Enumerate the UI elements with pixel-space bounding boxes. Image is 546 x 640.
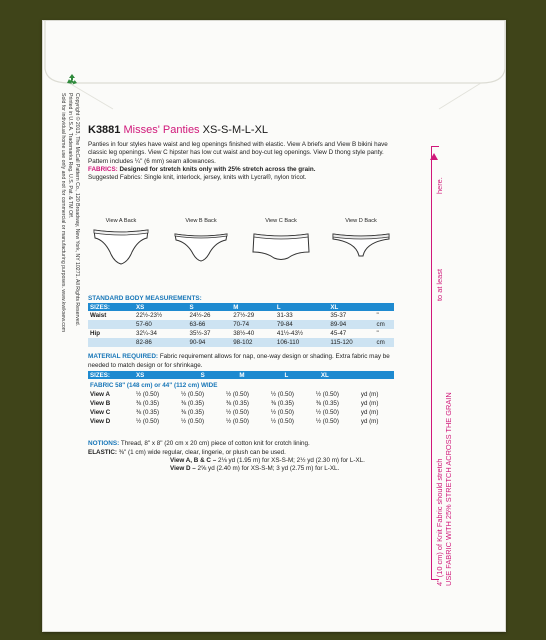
arrow-up-icon: [429, 148, 439, 156]
table-cell: yd (m): [360, 418, 379, 425]
table-cell: ⅜ (0.35): [136, 400, 160, 407]
row-label: View C: [90, 409, 111, 416]
pattern-code: K3881: [88, 124, 121, 136]
table-cell: 106-110: [275, 338, 329, 347]
table-cell: 27½-29: [233, 312, 255, 319]
table-cell: ": [376, 312, 379, 319]
description-block: [88, 141, 394, 183]
notions-line: [88, 440, 400, 449]
table-cell: ½ (0.50): [315, 409, 339, 416]
notions-block: [88, 440, 400, 474]
table-row: [88, 417, 394, 426]
material-text: Fabric requirement allows for nap, one-way design or shading. Extra fabric may be needed to match design or for shrinkage.: [88, 353, 390, 369]
table-cell: 115-120: [328, 338, 374, 347]
table-cell: 98-102: [231, 338, 275, 347]
stretch-guide-text: 4" (10 cm) of Knit Fabric should stretch: [435, 458, 444, 586]
header-cell: XL: [328, 303, 374, 311]
table-cell: ⅜ (0.35): [270, 400, 294, 407]
table-cell: ½ (0.50): [270, 418, 294, 425]
table-cell: ⅜ (0.35): [180, 400, 205, 407]
table-cell: ½ (0.50): [180, 418, 205, 425]
view-a: [86, 218, 156, 266]
table-cell: yd (m): [360, 409, 379, 416]
table-cell: ½ (0.50): [225, 391, 249, 398]
row-label: [88, 320, 134, 329]
table-row: [88, 390, 394, 399]
view-illustrations: [86, 218, 404, 292]
table-cell: ½ (0.50): [136, 391, 160, 398]
table-header-row: [88, 303, 394, 311]
header-cell: SIZES:: [88, 371, 134, 379]
seam-allowance-text: Pattern includes ¼" (6 mm) seam allowances.: [88, 157, 216, 165]
table-cell: 35-37: [330, 312, 347, 319]
table-cell: 79-84: [275, 320, 329, 329]
elastic-line: [88, 449, 400, 457]
row-label: View B: [90, 400, 111, 407]
table-row: [88, 399, 394, 408]
header-cell: M: [231, 303, 275, 311]
table-cell: ": [376, 330, 379, 337]
fabrics-text: Designed for stretch knits only with 25% stretch across the grain.: [119, 166, 316, 174]
fabrics-label: FABRICS:: [88, 166, 118, 174]
table-cell: ½ (0.50): [270, 391, 294, 398]
table-cell: 41½-43½: [276, 330, 304, 337]
table-cell: ½ (0.50): [270, 409, 294, 416]
stretch-guide-note: USE FABRIC WITH 25% STRETCH ACROSS THE GRAIN: [444, 392, 453, 586]
header-cell: XS: [134, 303, 188, 311]
view-label: View C Back: [265, 218, 297, 224]
notions-text: Thread, 8" x 8" (20 cm x 20 cm) piece of cotton knit for crotch lining.: [120, 440, 310, 447]
table-cell: 57-60: [134, 320, 188, 329]
table-cell: 70-74: [231, 320, 275, 329]
table-cell: 63-66: [188, 320, 232, 329]
notions-label: NOTIONS:: [88, 440, 120, 447]
stretch-guide: [428, 146, 452, 596]
header-cell: M: [237, 371, 282, 379]
copyright-vertical: [60, 93, 80, 343]
row-label: Hip: [90, 330, 100, 337]
elastic-d-line: [88, 465, 400, 473]
table-cell: 90-94: [188, 338, 232, 347]
table-cell: ½ (0.50): [225, 418, 249, 425]
pattern-sizes: XS-S-M-L-XL: [202, 124, 269, 136]
row-label: View D: [90, 418, 111, 425]
elastic-d-text: 2⅝ yd (2.40 m) for XS-S-M; 3 yd (2.75 m) for L-XL.: [197, 465, 340, 473]
elastic-abc-line: [88, 457, 400, 465]
table-cell: ½ (0.50): [180, 391, 205, 398]
table-cell: ⅜ (0.35): [180, 409, 205, 416]
pattern-title: [88, 124, 268, 136]
row-label: [88, 338, 134, 347]
table-cell: yd (m): [360, 400, 379, 407]
view-c: [246, 218, 316, 266]
suggested-fabrics: Suggested Fabrics: Single knit, interlock, jersey, knits with Lycra®, nylon tricot.: [88, 174, 307, 182]
copyright-line: Sold for individual home use only and not for commercial or manufacturing purposes. www.kwiksew.com: [60, 93, 66, 333]
table-cell: ½ (0.50): [136, 418, 160, 425]
row-label: Waist: [90, 312, 107, 319]
view-label: View B Back: [185, 218, 217, 224]
table-row: [88, 408, 394, 417]
table-row: [88, 329, 394, 338]
brief-back-icon: [90, 226, 152, 266]
stretch-guide-text-end: to at least: [435, 268, 444, 301]
header-cell: L: [275, 303, 329, 311]
table-cell: 24½-26: [189, 312, 211, 319]
elastic-d-label: View D –: [170, 465, 196, 473]
elastic-abc-label: View A, B & C –: [170, 456, 217, 464]
material-table: [88, 371, 394, 426]
header-cell: SIZES:: [88, 303, 134, 311]
table-row: [88, 311, 394, 320]
table-cell: cm: [374, 338, 394, 347]
material-heading: MATERIAL REQUIRED:: [88, 353, 159, 360]
copyright-line: Copyright © 2013, The McCall Pattern Co., 120 Broadway, New York, NY 10271. All Rights Reserved.: [74, 93, 80, 327]
header-cell: S: [199, 371, 238, 379]
elastic-text: ⅜" (1 cm) wide regular, clear, lingerie, or plush can be used.: [118, 448, 286, 456]
view-label: View A Back: [105, 218, 137, 224]
envelope-flap: [43, 21, 507, 91]
copyright-line: Printed in U.S.A. Trademarks Reg. U.S. Pat. & TM Off.: [67, 93, 73, 219]
recycle-icon: [65, 73, 79, 87]
table-cell: 38½-40: [233, 330, 255, 337]
view-label: View D Back: [345, 218, 377, 224]
bikini-back-icon: [170, 226, 232, 266]
table-cell: 89-94: [328, 320, 374, 329]
elastic-label: ELASTIC:: [88, 448, 118, 456]
elastic-abc-text: 2⅛ yd (1.95 m) for XS-S-M; 2½ yd (2.30 m) for L-XL.: [217, 456, 365, 464]
table-cell: yd (m): [360, 391, 379, 398]
table-cell: cm: [374, 320, 394, 329]
header-cell: S: [188, 303, 232, 311]
table-row: [88, 320, 394, 329]
table-cell: ½ (0.50): [315, 391, 339, 398]
fabric-width-heading: FABRIC 58" (148 cm) or 44" (112 cm) WIDE: [90, 382, 218, 389]
table-row: [88, 338, 394, 347]
thong-back-icon: [330, 226, 392, 266]
hipster-back-icon: [250, 226, 312, 266]
table-cell: ⅜ (0.35): [225, 400, 249, 407]
header-cell: XS: [134, 371, 199, 379]
header-cell: XL: [319, 371, 382, 379]
body-measurements-heading: STANDARD BODY MEASUREMENTS:: [88, 295, 202, 302]
table-cell: 22½-23½: [136, 312, 163, 319]
stretch-guide-here: here.: [435, 177, 444, 194]
row-label: View A: [90, 391, 110, 398]
material-required: [88, 353, 400, 370]
header-cell: [381, 371, 394, 379]
header-cell: L: [282, 371, 318, 379]
view-d: [326, 218, 396, 266]
view-b: [166, 218, 236, 266]
table-cell: 45-47: [330, 330, 347, 337]
table-cell: 32¼-34: [136, 330, 157, 337]
table-cell: ½ (0.50): [315, 418, 339, 425]
table-header-row: [88, 371, 394, 379]
table-cell: ½ (0.50): [225, 409, 249, 416]
header-cell: [374, 303, 394, 311]
body-measurements-table: [88, 303, 394, 347]
description-text: Panties in four styles have waist and leg openings finished with elastic. View A briefs and View B bikini have classic leg openings. View C hipster has low cut waist and boy-cut leg openings. View D thong style panty.: [88, 141, 388, 157]
table-cell: 31-33: [276, 312, 293, 319]
pattern-name: Misses' Panties: [123, 124, 200, 136]
table-cell: 35½-37: [189, 330, 211, 337]
table-cell: ⅜ (0.35): [315, 400, 339, 407]
table-cell: 82-86: [134, 338, 188, 347]
table-cell: ⅜ (0.35): [136, 409, 160, 416]
